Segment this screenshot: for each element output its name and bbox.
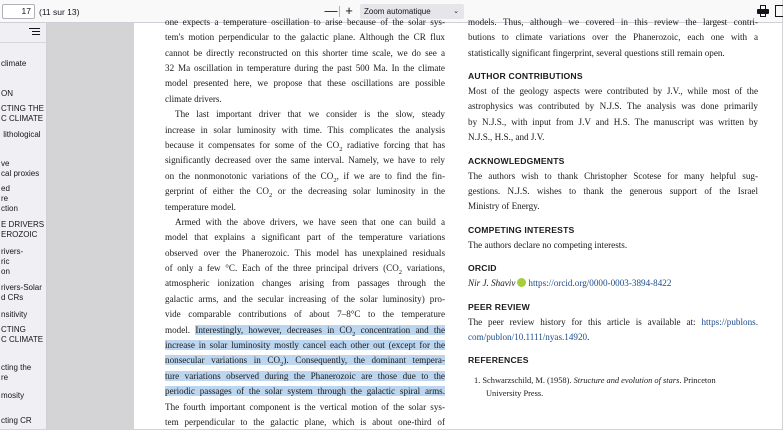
text-line: significantly decreased over the same interval. Namely, we have to rely (165, 155, 445, 166)
pdf-page (134, 16, 782, 429)
outline-item[interactable]: ve cal proxies (1, 159, 40, 178)
zoom-in-button[interactable]: + (345, 3, 353, 18)
text-line: on the nonmonotonic variations of the $CO_2$, if we are to find the fin- (165, 170, 445, 184)
outline-item[interactable]: CTING THE C CLIMATE (1, 104, 44, 123)
orcid-line (468, 276, 758, 291)
sidebar-header (0, 23, 46, 43)
outline-item[interactable]: ed re ction (1, 184, 18, 213)
text-selection[interactable]: Interestingly, however, decreases in $CO_2$ concentration and the (195, 324, 445, 338)
text-line: atmospheric ionization changes arising from passages through the (165, 278, 445, 289)
text-line (165, 384, 445, 399)
orcid-icon (517, 278, 526, 287)
text-line: 32 Ma oscillation in temperature during the past 500 Ma. In the climate (165, 62, 445, 73)
section-heading: ACKNOWLEDGMENTS (468, 155, 565, 166)
text-line: statistically significant fingerprint, several questions still remain open. (468, 47, 725, 58)
text-line: butions to climate variations over the Phanerozoic, each one with a (468, 32, 758, 43)
text-line: by N.J.S., with input from J.V and H.S. The manuscript was written by (468, 116, 758, 127)
text-line: Most of the geology aspects were contributed by J.V., while most of the (468, 85, 758, 96)
orcid-link[interactable]: https://orcid.org/0000-0003-3894-8422 (528, 278, 672, 289)
text-line: com/publon/10.1111/nyas.14920. (468, 331, 590, 342)
text-selection[interactable]: ture variations observed during the Phanerozoic are those due to the (165, 370, 445, 381)
save-icon[interactable] (775, 5, 783, 17)
section-heading: PEER REVIEW (468, 301, 530, 312)
left-text-column (165, 15, 445, 430)
text-line (165, 338, 445, 353)
text-line: increase in solar luminosity with time. This complicates the analysis (165, 124, 445, 135)
outline-item[interactable]: rivers- ric on (1, 247, 24, 276)
text-line: galactic arms, and the secular increasing of the solar luminosity) pro- (165, 293, 445, 304)
text-line (165, 369, 445, 384)
text-line: astrophysics was contributed by N.J.S. The analysis was done primarily (468, 101, 758, 112)
publons-link[interactable]: com/publon/10.1111/nyas.14920 (468, 331, 588, 342)
text-line: The fourth important component is the vertical motion of the solar sys- (165, 401, 445, 412)
zoom-out-button[interactable]: — (324, 3, 338, 18)
text-line: temperature model. (165, 201, 236, 212)
text-selection[interactable]: nonsecular variations in $CO_2$). Consequently, the dominant tempera- (165, 355, 445, 369)
outline-item[interactable]: cting the re (1, 363, 32, 382)
outline-item[interactable]: cting CR (1, 416, 32, 425)
text-line: because it compensates for some of the $CO_2$ radiative forcing that has (165, 139, 445, 153)
text-line: model that explains a significant part of the temperature variations (165, 232, 445, 243)
outline-item[interactable]: climate (1, 59, 27, 68)
text-line: one expects a temperature oscillation to arise because of the solar sys- (165, 16, 445, 27)
text-line: models. Thus, although we covered in this review the largest contri- (468, 16, 758, 27)
section-heading: ORCID (468, 263, 497, 274)
text-selection[interactable]: increase in solar luminosity mostly cancel each other out (except for the (165, 340, 445, 351)
outline-item[interactable]: ON (1, 89, 13, 98)
text-line: The peer review history for this article is available at: https://publons. (468, 316, 758, 327)
text-line (165, 353, 445, 368)
text-line: The authors wish to thank Christopher Scotese for many helpful sug- (468, 170, 758, 181)
text-line: Ministry of Energy. (468, 201, 540, 212)
outline-toggle-icon[interactable] (29, 28, 40, 37)
text-line: tem's motion perpendicular to the galactic plane. Although the CR flux (165, 32, 445, 43)
author-name: Nir J. Shaviv (468, 278, 516, 289)
reference-item: University Press. (486, 389, 544, 399)
text-line: of only a few °C. Each of the three principal drivers ($CO_2$ variations, (165, 263, 445, 276)
publons-link[interactable]: https://publons. (701, 316, 758, 327)
outline-item[interactable]: nsitivity (1, 310, 28, 319)
text-line: model presented here, we propose that these oscillations are possible (165, 78, 445, 89)
text-line: cannot be directly reconstructed on this shorter time scale, we do see a (165, 47, 445, 58)
section-heading: COMPETING INTERESTS (468, 224, 575, 235)
text-line: gerprint of either the $CO_2$ or the decreasing solar luminosity in the (165, 186, 445, 199)
text-line: N.J.S., H.S., and J.V. (468, 132, 545, 143)
page-count-label: (11 sur 13) (39, 7, 80, 17)
right-text-column (468, 15, 758, 400)
text-line: climate drivers. (165, 93, 222, 104)
text-line: observed over the Phanerozoic. This model has unexplained residuals (165, 247, 445, 258)
section-heading: AUTHOR CONTRIBUTIONS (468, 70, 583, 81)
text-selection[interactable]: periodic passages of the solar system through the galactic spiral arms. (165, 386, 445, 397)
reference-item: 1. Schwarzschild, M. (1958). Structure and evolution of stars. Princeton (474, 376, 716, 386)
section-heading: REFERENCES (468, 355, 529, 366)
text-line: Armed with the above drivers, we have seen that one can build a (175, 216, 445, 227)
text-line: model. Interestingly, however, decreases in $CO_2$ concentration and the (165, 324, 445, 338)
text-line: tem perpendicular to the galactic plane, which is about one-third of (165, 416, 445, 427)
outline-item[interactable]: rivers-Solar d CRs (1, 283, 42, 302)
text-line: gestions. N.J.S. wishes to thank the generous support of the Israel (468, 185, 758, 196)
outline-item[interactable]: lithological (1, 130, 41, 139)
text-line: The authors declare no competing interests. (468, 239, 628, 250)
chevron-down-icon: ⌄ (453, 8, 459, 15)
text-line: vide comparable contributions of about 7–8°C to the temperature (165, 309, 445, 320)
outline-item[interactable]: mosity (1, 391, 25, 400)
text-line: The last important driver that we consider is the slow, steady (175, 109, 445, 120)
zoom-select-label: Zoom automatique (364, 7, 431, 16)
document-outline-sidebar (0, 23, 47, 429)
print-icon[interactable] (757, 5, 769, 17)
outline-item[interactable]: E DRIVERS EROZOIC (1, 220, 45, 239)
page-number-input[interactable]: 17 (2, 4, 35, 19)
outline-item[interactable]: CTING C CLIMATE (1, 325, 44, 344)
